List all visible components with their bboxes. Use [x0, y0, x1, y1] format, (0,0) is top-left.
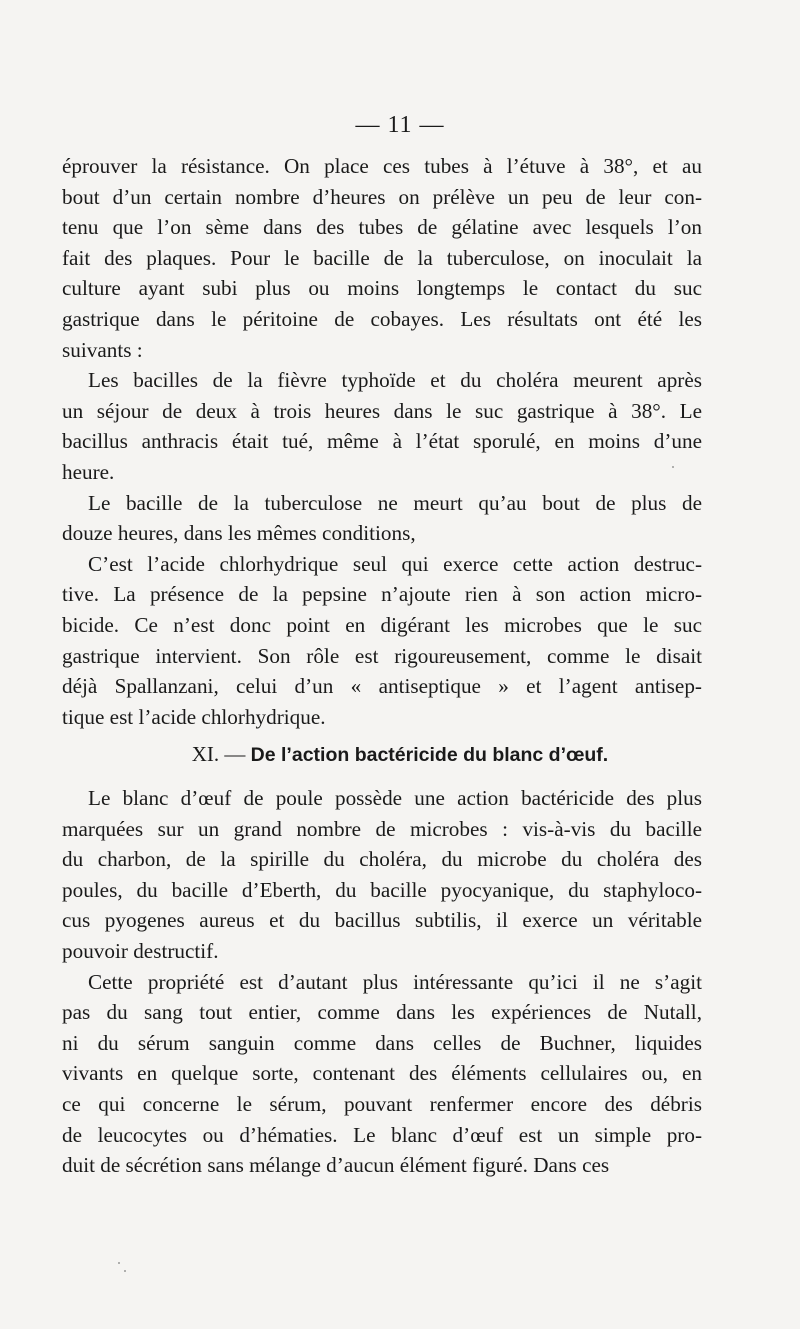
body-bottom-line: pouvoir destructif. [62, 938, 219, 963]
body-bottom-line: du charbon, de la spirille du choléra, du microbe du choléra des [62, 847, 702, 872]
body-top-line: heure. [62, 459, 115, 484]
paper-speck [672, 466, 674, 468]
body-top-line: Le bacille de la tuberculose ne meurt qu’au bout de plus de [88, 490, 702, 515]
body-top-line: tenu que l’on sème dans des tubes de gélatine avec lesquels l’on [62, 215, 702, 240]
body-bottom-line: pas du sang tout entier, comme dans les expériences de Nutall, [62, 1000, 702, 1025]
paper-speck [124, 1270, 126, 1272]
section-heading [0, 742, 800, 767]
body-bottom-line: duit de sécrétion sans mélange d’aucun élément figuré. Dans ces [62, 1153, 610, 1178]
body-bottom-line: cus pyogenes aureus et du bacillus subtilis, il exerce un véritable [62, 908, 702, 933]
body-top-line: éprouver la résistance. On place ces tubes à l’étuve à 38°, et au [62, 154, 702, 178]
body-top-line: déjà Spallanzani, celui d’un « antiseptique » et l’agent antisep- [62, 674, 702, 699]
body-text-top [62, 151, 702, 732]
paper-speck [118, 1262, 120, 1264]
page-number: — 11 — [355, 112, 445, 138]
body-bottom-line: poules, du bacille d’Eberth, du bacille pyocyanique, du staphyloco- [62, 877, 702, 902]
body-top-line: culture ayant subi plus ou moins longtemps le contact du suc [62, 276, 702, 301]
body-top-line: tive. La présence de la pepsine n’ajoute rien à son action micro- [62, 582, 702, 607]
body-top-line: douze heures, dans les mêmes conditions, [62, 521, 416, 546]
body-top-line: un séjour de deux à trois heures dans le suc gastrique à 38°. Le [62, 398, 702, 423]
body-top-line: bicide. Ce n’est donc point en digérant les microbes que le suc [62, 612, 702, 637]
body-bottom-line: Le blanc d’œuf de poule possède une action bactéricide des plus [88, 786, 702, 810]
body-top-line: bacillus anthracis était tué, même à l’état sporulé, en moins d’une [62, 429, 702, 454]
body-top-line: tique est l’acide chlorhydrique. [62, 704, 326, 729]
body-text-bottom [62, 783, 702, 1181]
body-top-line: C’est l’acide chlorhydrique seul qui exerce cette action destruc- [88, 551, 702, 576]
body-top-line: suivants : [62, 337, 143, 362]
body-bottom-line: Cette propriété est d’autant plus intéressante qu’ici il ne s’agit [88, 969, 702, 994]
body-bottom-line: marquées sur un grand nombre de microbes : vis-à-vis du bacille [62, 816, 702, 841]
body-bottom-line: ce qui concerne le sérum, pouvant renfermer encore des débris [62, 1091, 702, 1116]
body-top-line: Les bacilles de la fièvre typhoïde et du choléra meurent après [88, 368, 702, 393]
body-top-line: fait des plaques. Pour le bacille de la tuberculose, on inoculait la [62, 245, 702, 270]
body-top-line: gastrique dans le péritoine de cobayes. Les résultats ont été les [62, 306, 702, 331]
body-bottom-line: de leucocytes ou d’hématies. Le blanc d’œuf est un simple pro- [62, 1122, 702, 1147]
body-bottom-line: ni du sérum sanguin comme dans celles de Buchner, liquides [62, 1030, 702, 1055]
section-title: De l’action bactéricide du blanc d’œuf. [250, 744, 609, 766]
body-top-line: gastrique intervient. Son rôle est rigoureusement, comme le disait [62, 643, 702, 668]
body-top-line: bout d’un certain nombre d’heures on prélève un peu de leur con- [62, 184, 702, 209]
section-number: XI. — [191, 742, 246, 766]
body-bottom-line: vivants en quelque sorte, contenant des éléments cellulaires ou, en [62, 1061, 702, 1086]
